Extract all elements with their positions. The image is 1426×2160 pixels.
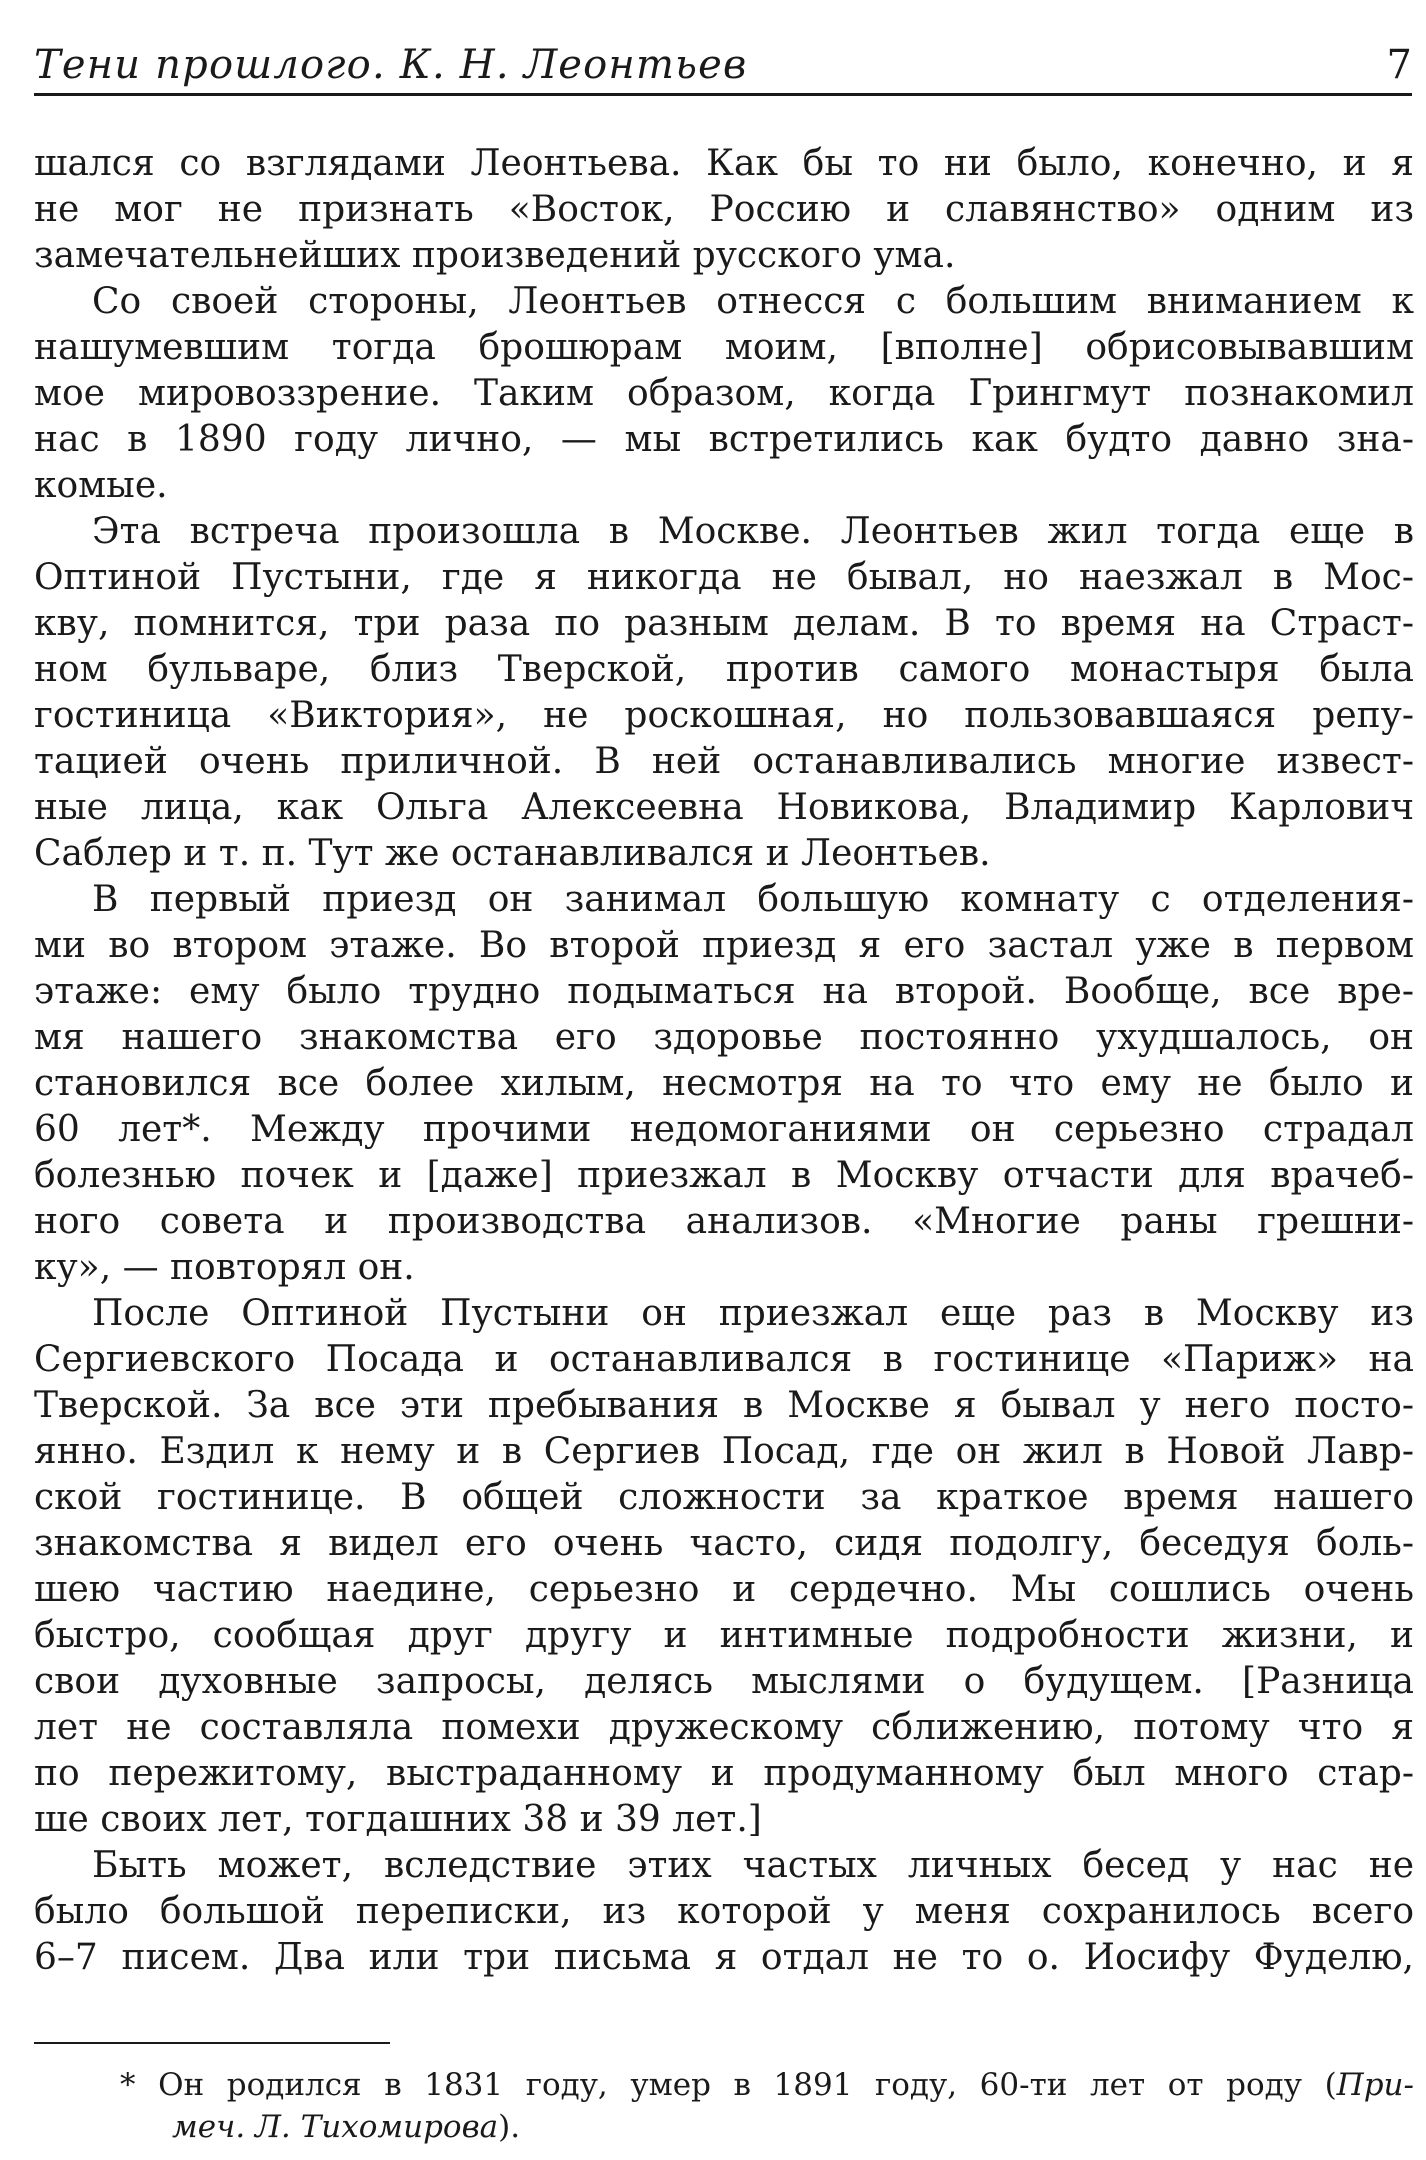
text-line: тацией очень приличной. В ней останавливались многие извест- bbox=[34, 741, 1414, 782]
footnote-italic: При- bbox=[1336, 2067, 1414, 2103]
text-line: мое мировоззрение. Таким образом, когда Грингмут познакомил bbox=[34, 373, 1414, 414]
body-text bbox=[34, 141, 1414, 1981]
text-line: по пережитому, выстраданному и продуманному был много стар- bbox=[34, 1753, 1414, 1794]
footnote-text: * Он родился в 1831 году, умер в 1891 году, 60-ти лет от роду ( bbox=[120, 2067, 1337, 2103]
page-number: 7 bbox=[1386, 42, 1412, 88]
text-line: В первый приезд он занимал большую комнату с отделения- bbox=[92, 879, 1414, 920]
text-line: ном бульваре, близ Тверской, против самого монастыря была bbox=[34, 649, 1414, 690]
text-line: нас в 1890 году лично, — мы встретились как будто давно зна- bbox=[34, 419, 1414, 460]
text-line: ные лица, как Ольга Алексеевна Новикова, Владимир Карлович bbox=[34, 787, 1414, 828]
text-line: Саблер и т. п. Тут же останавливался и Леонтьев. bbox=[34, 833, 991, 874]
text-line: нашумевшим тогда брошюрам моим, [вполне] обрисовывавшим bbox=[34, 327, 1414, 368]
text-line: становился все более хилым, несмотря на то что ему не было и bbox=[34, 1063, 1414, 1104]
footnote-line bbox=[34, 2064, 1414, 2106]
text-line: быстро, сообщая друг другу и интимные подробности жизни, и bbox=[34, 1615, 1414, 1656]
text-line: Оптиной Пустыни, где я никогда не бывал, но наезжал в Мос- bbox=[34, 557, 1414, 598]
text-line: После Оптиной Пустыни он приезжал еще раз в Москву из bbox=[92, 1293, 1414, 1334]
text-line: мя нашего знакомства его здоровье постоянно ухудшалось, он bbox=[34, 1017, 1414, 1058]
text-line: шался со взглядами Леонтьева. Как бы то ни было, конечно, и я bbox=[34, 143, 1414, 184]
footnote-text: ). bbox=[498, 2109, 521, 2145]
text-line: Эта встреча произошла в Москве. Леонтьев жил тогда еще в bbox=[92, 511, 1414, 552]
text-line: комые. bbox=[34, 465, 168, 506]
text-line: ку», — повторял он. bbox=[34, 1247, 415, 1288]
running-header bbox=[34, 38, 1412, 92]
running-title: Тени прошлого. К. Н. Леонтьев bbox=[34, 42, 748, 88]
text-line: ской гостинице. В общей сложности за краткое время нашего bbox=[34, 1477, 1414, 1518]
text-line: Быть может, вследствие этих частых личных бесед у нас не bbox=[92, 1845, 1414, 1886]
text-line: ше своих лет, тогдашних 38 и 39 лет.] bbox=[34, 1799, 762, 1840]
text-line: Со своей стороны, Леонтьев отнесся с большим вниманием к bbox=[92, 281, 1414, 322]
text-line: янно. Ездил к нему и в Сергиев Посад, где он жил в Новой Лавр- bbox=[34, 1431, 1414, 1472]
footnote-rule bbox=[34, 2042, 390, 2044]
text-line: не мог не признать «Восток, Россию и славянство» одним из bbox=[34, 189, 1414, 230]
text-line: 6–7 писем. Два или три письма я отдал не то о. Иосифу Фуделю, bbox=[34, 1937, 1414, 1978]
text-line: свои духовные запросы, делясь мыслями о будущем. [Разница bbox=[34, 1661, 1414, 1702]
footnote bbox=[34, 2064, 1414, 2148]
text-line: ми во втором этаже. Во второй приезд я его застал уже в первом bbox=[34, 925, 1414, 966]
text-line: знакомства я видел его очень часто, сидя подолгу, беседуя боль- bbox=[34, 1523, 1414, 1564]
text-line: лет не составляла помехи дружескому сближению, потому что я bbox=[34, 1707, 1414, 1748]
footnote-italic: меч. Л. Тихомирова bbox=[172, 2109, 499, 2145]
text-line: этаже: ему было трудно подыматься на второй. Вообще, все вре- bbox=[34, 971, 1414, 1012]
text-line: было большой переписки, из которой у меня сохранилось всего bbox=[34, 1891, 1414, 1932]
text-line: замечательнейших произведений русского ума. bbox=[34, 235, 956, 276]
text-line: гостиница «Виктория», не роскошная, но пользовавшаяся репу- bbox=[34, 695, 1414, 736]
footnote-line bbox=[34, 2106, 1414, 2148]
text-line: болезнью почек и [даже] приезжал в Москву отчасти для врачеб- bbox=[34, 1155, 1414, 1196]
text-line: ного совета и производства анализов. «Многие раны грешни- bbox=[34, 1201, 1414, 1242]
text-line: кву, помнится, три раза по разным делам. В то время на Страст- bbox=[34, 603, 1414, 644]
text-line: шею частию наедине, серьезно и сердечно. Мы сошлись очень bbox=[34, 1569, 1414, 1610]
book-page bbox=[34, 0, 1414, 2160]
text-line: Тверской. За все эти пребывания в Москве я бывал у него посто- bbox=[34, 1385, 1414, 1426]
text-line: Сергиевского Посада и останавливался в гостинице «Париж» на bbox=[34, 1339, 1414, 1380]
header-rule bbox=[34, 93, 1412, 96]
text-line: 60 лет*. Между прочими недомоганиями он серьезно страдал bbox=[34, 1109, 1414, 1150]
